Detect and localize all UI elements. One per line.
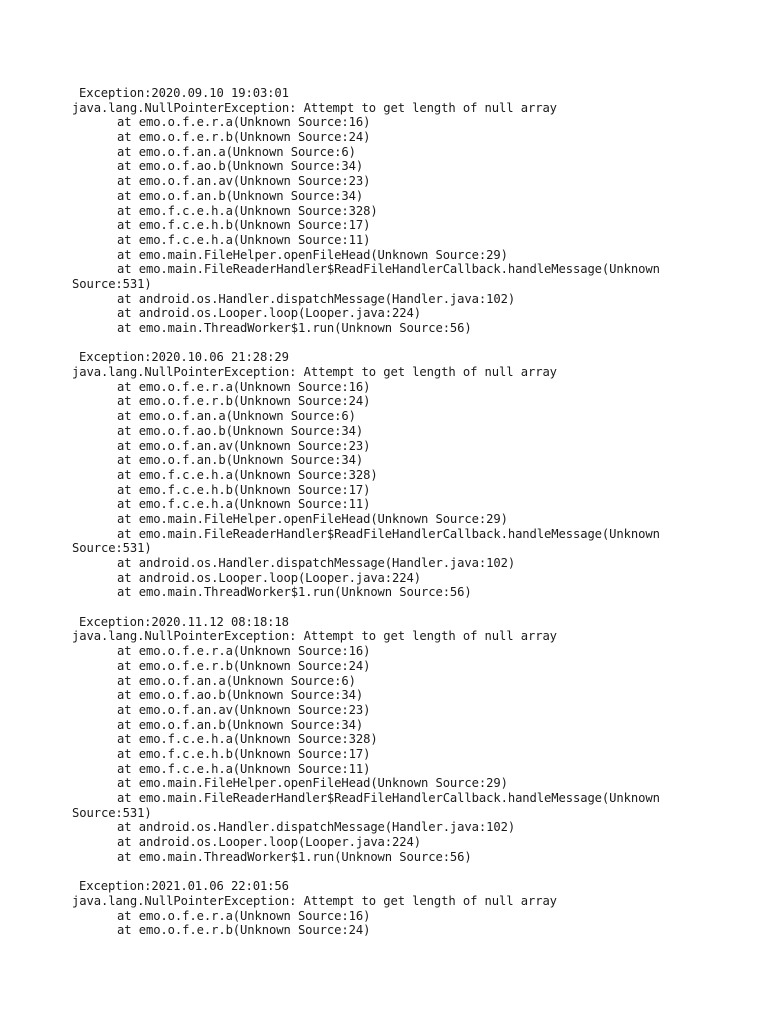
stack-frame: at emo.o.f.e.r.a(Unknown Source:16) [117,379,371,394]
stack-frame: at android.os.Looper.loop(Looper.java:224) [117,835,421,850]
exception-timestamp: Exception:2021.01.06 22:01:56 [79,879,289,894]
stack-frame: at emo.f.c.e.h.b(Unknown Source:17) [117,482,371,497]
stack-frame: at emo.main.FileHelper.openFileHead(Unknown Source:29) [117,511,508,526]
log-entry [72,879,762,938]
stack-frame: at emo.o.f.an.b(Unknown Source:34) [117,717,364,732]
stack-frame: at emo.main.FileHelper.openFileHead(Unknown Source:29) [117,247,508,262]
stack-frame: at emo.main.ThreadWorker$1.run(Unknown Source:56) [117,585,472,600]
stack-frame: at emo.o.f.ao.b(Unknown Source:34) [117,423,364,438]
exception-timestamp: Exception:2020.11.12 08:18:18 [79,614,289,629]
stack-frame: at emo.f.c.e.h.a(Unknown Source:328) [117,203,378,218]
stack-frame: at emo.f.c.e.h.a(Unknown Source:11) [117,497,371,512]
log-entry [72,350,762,600]
stack-frame: at android.os.Looper.loop(Looper.java:224) [117,306,421,321]
stack-frame: at emo.o.f.an.a(Unknown Source:6) [117,673,356,688]
stack-frame: at emo.f.c.e.h.a(Unknown Source:11) [117,232,371,247]
stack-frame: at emo.o.f.an.a(Unknown Source:6) [117,144,356,159]
exception-message: java.lang.NullPointerException: Attempt to get length of null array [72,100,557,115]
stack-frame: at emo.main.ThreadWorker$1.run(Unknown Source:56) [117,321,472,335]
stack-frame: at emo.o.f.an.av(Unknown Source:23) [117,174,371,189]
exception-timestamp: Exception:2020.09.10 19:03:01 [79,86,289,100]
stack-frame: at android.os.Looper.loop(Looper.java:224) [117,570,421,585]
stack-frame: at emo.o.f.an.av(Unknown Source:23) [117,702,371,717]
stack-frame-continuation: Source:531) [72,805,152,820]
stack-frame: at emo.f.c.e.h.b(Unknown Source:17) [117,218,371,233]
stack-frame: at emo.f.c.e.h.a(Unknown Source:11) [117,761,371,776]
stack-frame: at android.os.Handler.dispatchMessage(Handler.java:102) [117,820,516,835]
exception-message: java.lang.NullPointerException: Attempt to get length of null array [72,629,557,644]
exception-log [72,86,762,953]
stack-frame: at emo.o.f.e.r.b(Unknown Source:24) [117,658,371,673]
stack-frame: at emo.o.f.e.r.b(Unknown Source:24) [117,394,371,409]
stack-frame: at emo.o.f.an.av(Unknown Source:23) [117,438,371,453]
exception-message: java.lang.NullPointerException: Attempt to get length of null array [72,365,557,380]
exception-message: java.lang.NullPointerException: Attempt to get length of null array [72,893,557,908]
stack-frame: at emo.o.f.ao.b(Unknown Source:34) [117,159,364,174]
stack-frame: at emo.o.f.e.r.a(Unknown Source:16) [117,115,371,130]
stack-frame: at android.os.Handler.dispatchMessage(Handler.java:102) [117,556,516,570]
stack-frame: at emo.o.f.e.r.a(Unknown Source:16) [117,644,371,659]
stack-frame: at android.os.Handler.dispatchMessage(Handler.java:102) [117,291,516,306]
stack-frame: at emo.main.FileHelper.openFileHead(Unknown Source:29) [117,776,508,791]
stack-frame: at emo.f.c.e.h.a(Unknown Source:328) [117,467,378,482]
stack-frame-continuation: Source:531) [72,541,152,556]
stack-frame: at emo.o.f.e.r.b(Unknown Source:24) [117,130,371,145]
stack-frame: at emo.o.f.an.b(Unknown Source:34) [117,453,364,468]
log-entry [72,615,762,865]
stack-frame: at emo.main.FileReaderHandler$ReadFileHandlerCallback.handleMessage(Unknown [117,791,660,805]
stack-frame: at emo.o.f.an.a(Unknown Source:6) [117,409,356,424]
stack-frame-continuation: Source:531) [72,276,152,291]
log-entry [72,86,762,336]
stack-frame: at emo.o.f.an.b(Unknown Source:34) [117,188,364,203]
stack-frame: at emo.f.c.e.h.a(Unknown Source:328) [117,732,378,747]
stack-frame: at emo.main.FileReaderHandler$ReadFileHandlerCallback.handleMessage(Unknown [117,526,660,541]
stack-frame: at emo.o.f.ao.b(Unknown Source:34) [117,688,364,703]
stack-frame: at emo.o.f.e.r.b(Unknown Source:24) [117,923,371,938]
stack-frame: at emo.f.c.e.h.b(Unknown Source:17) [117,746,371,761]
stack-frame: at emo.main.FileReaderHandler$ReadFileHandlerCallback.handleMessage(Unknown [117,262,660,277]
stack-frame: at emo.o.f.e.r.a(Unknown Source:16) [117,908,371,923]
exception-timestamp: Exception:2020.10.06 21:28:29 [79,350,289,365]
stack-frame: at emo.main.ThreadWorker$1.run(Unknown Source:56) [117,849,472,864]
